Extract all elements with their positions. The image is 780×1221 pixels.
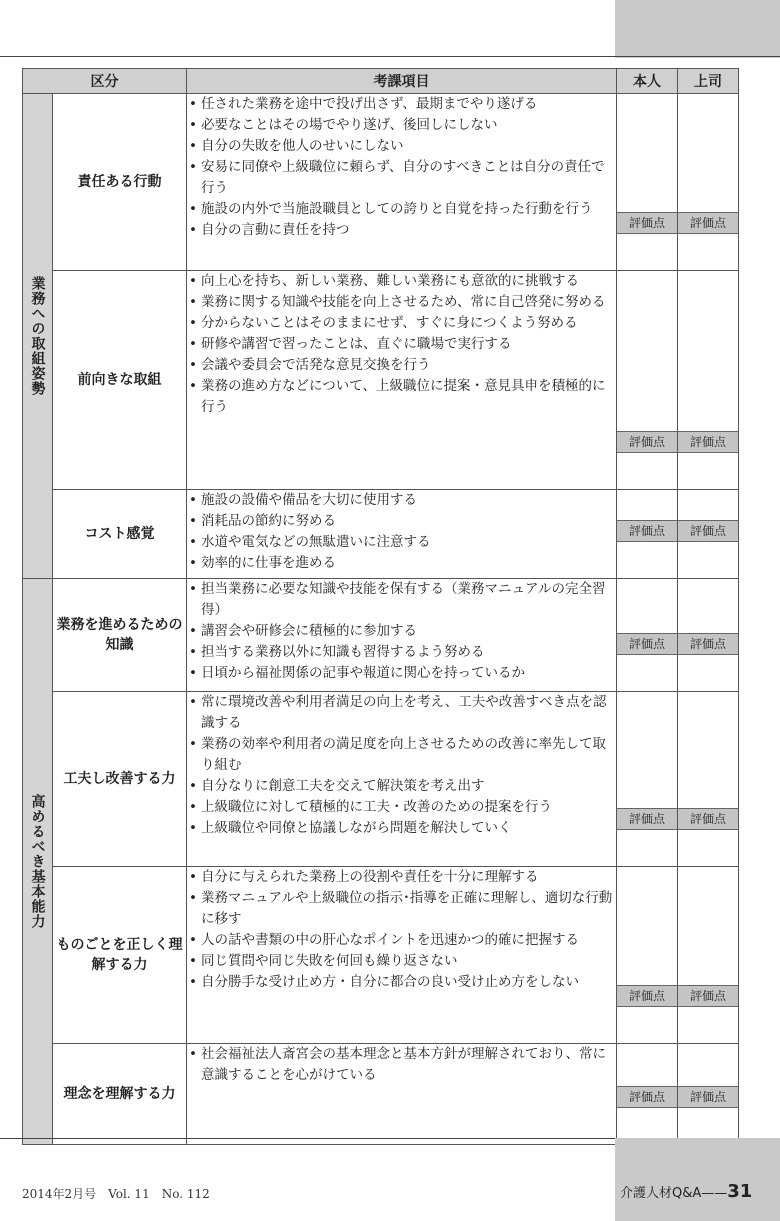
score-label: 評価点 <box>617 520 677 542</box>
section-title: 理念を理解する力 <box>53 1044 187 1145</box>
score-blank-area[interactable] <box>678 867 738 985</box>
score-cell-self[interactable] <box>617 490 678 579</box>
score-label: 評価点 <box>617 808 677 830</box>
section-title: 前向きな取組 <box>53 271 187 490</box>
item-list <box>187 94 616 241</box>
list-item: • 常に環境改善や利用者満足の向上を考え、工夫や改善すべき点を認識する <box>187 692 616 734</box>
items-cell <box>187 692 617 867</box>
section-title: コスト感覚 <box>53 490 187 579</box>
section-title: ものごとを正しく理解する力 <box>53 867 187 1044</box>
score-input-box[interactable] <box>678 542 738 578</box>
category-label: 業務への取組姿勢 <box>29 276 46 396</box>
score-blank-area[interactable] <box>617 490 677 520</box>
score-cell-boss[interactable] <box>678 692 739 867</box>
table-header-row <box>23 69 739 94</box>
list-item: • 自分に与えられた業務上の役割や責任を十分に理解する <box>187 867 616 888</box>
section-row <box>23 1044 739 1145</box>
score-blank-area[interactable] <box>617 867 677 985</box>
score-label: 評価点 <box>678 431 738 453</box>
score-blank-area[interactable] <box>617 579 677 633</box>
score-blank-area[interactable] <box>617 271 677 431</box>
score-cell-boss[interactable] <box>678 94 739 271</box>
list-item: • 上級職位に対して積極的に工夫・改善のための提案を行う <box>187 797 616 818</box>
list-item: • 消耗品の節約に努める <box>187 511 616 532</box>
score-input-box[interactable] <box>617 542 677 578</box>
section-row <box>23 271 739 490</box>
section-row <box>23 94 739 271</box>
list-item: • 自分なりに創意工夫を交えて解決策を考え出す <box>187 776 616 797</box>
section-row <box>23 867 739 1044</box>
score-cell-boss[interactable] <box>678 490 739 579</box>
items-cell <box>187 867 617 1044</box>
items-cell <box>187 271 617 490</box>
list-item: • 上級職位や同僚と協議しながら問題を解決していく <box>187 818 616 839</box>
section-row <box>23 490 739 579</box>
list-item: • 会議や委員会で活発な意見交換を行う <box>187 355 616 376</box>
list-item: • 業務に関する知識や技能を向上させるため、常に自己啓発に努める <box>187 292 616 313</box>
top-frame-line <box>0 56 780 57</box>
score-label: 評価点 <box>617 633 677 655</box>
score-input-box[interactable] <box>617 655 677 691</box>
score-cell-boss[interactable] <box>678 867 739 1044</box>
score-input-box[interactable] <box>678 830 738 866</box>
items-cell <box>187 94 617 271</box>
score-input-box[interactable] <box>678 1007 738 1043</box>
score-input-box[interactable] <box>617 830 677 866</box>
score-cell-self[interactable] <box>617 1044 678 1145</box>
score-input-box[interactable] <box>678 453 738 489</box>
score-label: 評価点 <box>617 1086 677 1108</box>
list-item: • 施設の設備や備品を大切に使用する <box>187 490 616 511</box>
score-cell-boss[interactable] <box>678 579 739 692</box>
list-item: • 講習会や研修会に積極的に参加する <box>187 621 616 642</box>
score-blank-area[interactable] <box>678 692 738 808</box>
score-label: 評価点 <box>678 633 738 655</box>
category-cell <box>23 579 53 1145</box>
score-cell-self[interactable] <box>617 867 678 1044</box>
score-blank-area[interactable] <box>678 94 738 212</box>
section-row <box>23 579 739 692</box>
issue-info: 2014年2月号 Vol. 11 No. 112 <box>22 1187 210 1201</box>
score-label: 評価点 <box>678 520 738 542</box>
items-cell <box>187 579 617 692</box>
score-blank-area[interactable] <box>678 490 738 520</box>
score-cell-self[interactable] <box>617 692 678 867</box>
list-item: • 分からないことはそのままにせず、すぐに身につくよう努める <box>187 313 616 334</box>
list-item: • 向上心を持ち、新しい業務、難しい業務にも意欲的に挑戦する <box>187 271 616 292</box>
section-title: 業務を進めるための知識 <box>53 579 187 692</box>
page-corner-tab-top <box>615 0 780 58</box>
score-input-box[interactable] <box>617 234 677 270</box>
score-cell-self[interactable] <box>617 579 678 692</box>
page-number: 31 <box>727 1181 753 1202</box>
score-blank-area[interactable] <box>678 271 738 431</box>
score-label: 評価点 <box>678 1086 738 1108</box>
list-item: • 業務の進め方などについて、上級職位に提案・意見具申を積極的に行う <box>187 376 616 418</box>
section-title: 責任ある行動 <box>53 94 187 271</box>
score-label: 評価点 <box>617 985 677 1007</box>
item-list <box>187 867 616 993</box>
item-list <box>187 1044 616 1086</box>
list-item: • 自分の言動に責任を持つ <box>187 220 616 241</box>
header-category: 区分 <box>23 69 187 94</box>
score-cell-boss[interactable] <box>678 1044 739 1145</box>
score-blank-area[interactable] <box>617 692 677 808</box>
item-list <box>187 692 616 839</box>
list-item: • 人の話や書類の中の肝心なポイントを迅速かつ的確に把握する <box>187 930 616 951</box>
list-item: • 施設の内外で当施設職員としての誇りと自覚を持った行動を行う <box>187 199 616 220</box>
score-input-box[interactable] <box>617 1007 677 1043</box>
section-row <box>23 692 739 867</box>
magazine-footer <box>620 1181 752 1202</box>
score-label: 評価点 <box>617 212 677 234</box>
list-item: • 安易に同僚や上級職位に頼らず、自分のすべきことは自分の責任で行う <box>187 157 616 199</box>
category-label: 高めるべき基本能力 <box>29 794 46 929</box>
list-item: • 効率的に仕事を進める <box>187 553 616 574</box>
list-item: • 自分の失敗を他人のせいにしない <box>187 136 616 157</box>
header-self: 本人 <box>617 69 678 94</box>
items-cell <box>187 490 617 579</box>
list-item: • 必要なことはその場でやり遂げ、後回しにしない <box>187 115 616 136</box>
items-cell <box>187 1044 617 1145</box>
list-item: • 同じ質問や同じ失敗を何回も繰り返さない <box>187 951 616 972</box>
score-label: 評価点 <box>678 808 738 830</box>
list-item: • 任された業務を途中で投げ出さず、最期までやり遂げる <box>187 94 616 115</box>
list-item: • 担当する業務以外に知識も習得するよう努める <box>187 642 616 663</box>
score-blank-area[interactable] <box>678 1044 738 1086</box>
score-cell-boss[interactable] <box>678 271 739 490</box>
list-item: • 日頃から福祉関係の記事や報道に関心を持っているか <box>187 663 616 684</box>
item-list <box>187 579 616 684</box>
list-item: • 研修や講習で習ったことは、直ぐに職場で実行する <box>187 334 616 355</box>
list-item: • 担当業務に必要な知識や技能を保有する（業務マニュアルの完全習得） <box>187 579 616 621</box>
score-input-box[interactable] <box>617 453 677 489</box>
score-blank-area[interactable] <box>678 579 738 633</box>
list-item: • 業務マニュアルや上級職位の指示･指導を正確に理解し、適切な行動に移す <box>187 888 616 930</box>
header-boss: 上司 <box>678 69 739 94</box>
list-item: • 業務の効率や利用者の満足度を向上させるための改善に率先して取り組む <box>187 734 616 776</box>
score-blank-area[interactable] <box>617 1044 677 1086</box>
list-item: • 水道や電気などの無駄遣いに注意する <box>187 532 616 553</box>
score-label: 評価点 <box>678 985 738 1007</box>
score-input-box[interactable] <box>678 234 738 270</box>
score-cell-self[interactable] <box>617 271 678 490</box>
score-cell-self[interactable] <box>617 94 678 271</box>
header-items: 考課項目 <box>187 69 617 94</box>
evaluation-table <box>22 68 739 1145</box>
score-label: 評価点 <box>678 212 738 234</box>
page-corner-tab-bottom <box>615 1138 780 1221</box>
list-item: • 自分勝手な受け止め方・自分に都合の良い受け止め方をしない <box>187 972 616 993</box>
magazine-name: 介護人材Q&A—— <box>620 1186 728 1201</box>
item-list <box>187 490 616 574</box>
item-list <box>187 271 616 418</box>
score-input-box[interactable] <box>678 655 738 691</box>
score-label: 評価点 <box>617 431 677 453</box>
category-cell <box>23 94 53 579</box>
score-blank-area[interactable] <box>617 94 677 212</box>
list-item: • 社会福祉法人斎宮会の基本理念と基本方針が理解されており、常に意識することを心がけている <box>187 1044 616 1086</box>
section-title: 工夫し改善する力 <box>53 692 187 867</box>
